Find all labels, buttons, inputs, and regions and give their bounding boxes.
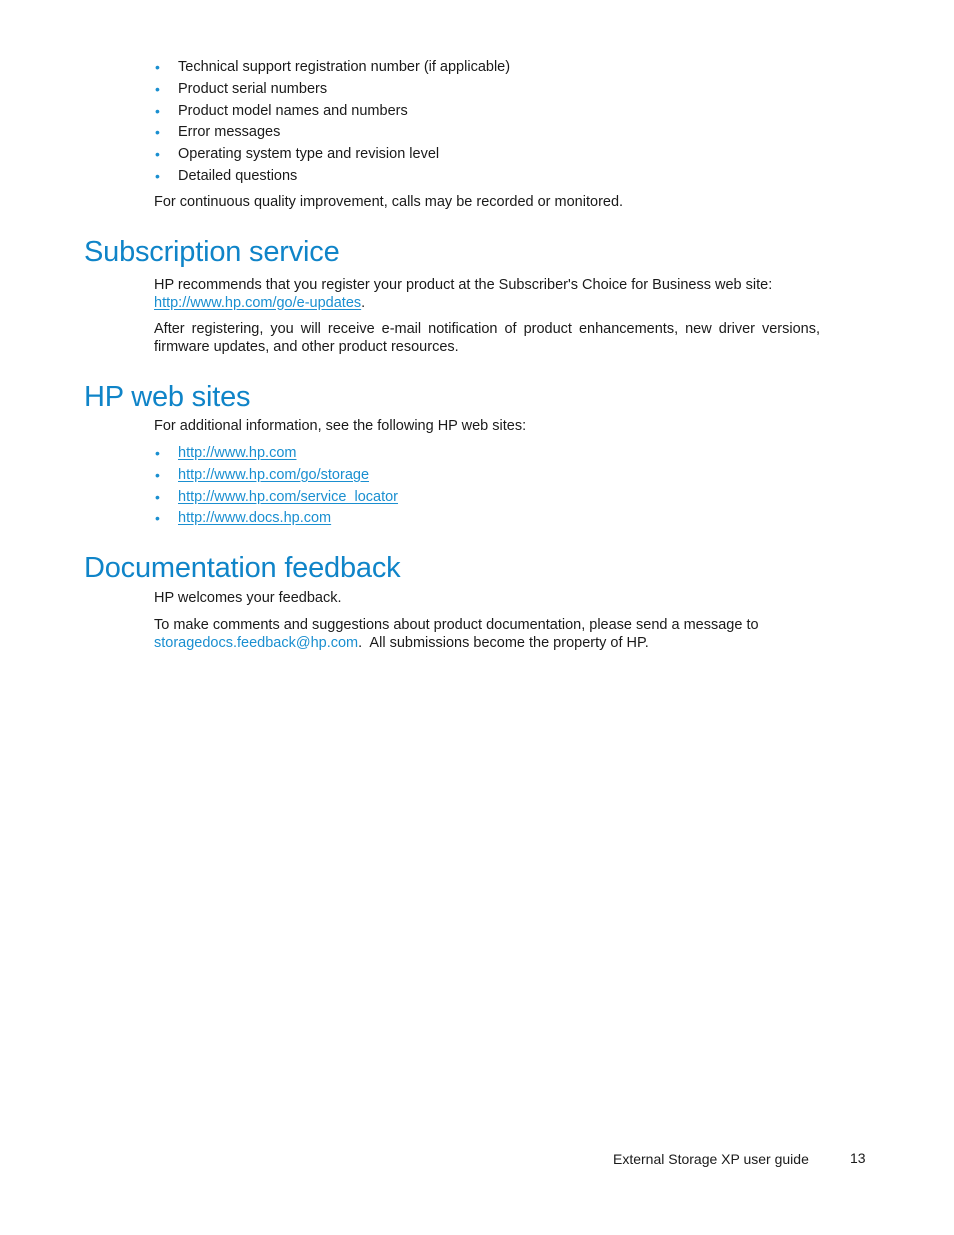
support-info-list [154, 59, 820, 185]
web-sites-intro-text: For additional information, see the following HP web sites: [154, 418, 527, 434]
bullet-icon: • [155, 80, 160, 97]
list-item [154, 467, 820, 485]
list-item: • Operating system type and revision level [155, 146, 440, 163]
bullet-icon: • [155, 59, 160, 75]
feedback-para-2: To make comments and suggestions about product documentation, please send a message to storagedocs.feedback@hp.com. All submissions become the property of HP. [154, 617, 759, 651]
subscription-para-1: HP recommends that you register your product at the Subscriber's Choice for Business web site: http://www.hp.com/go/e-updates. [154, 277, 773, 311]
web-sites-list-block [154, 445, 820, 532]
bullet-icon: • [155, 488, 160, 505]
web-sites-list [154, 445, 820, 528]
hp-docs-link[interactable]: http://www.docs.hp.com [178, 510, 332, 527]
hp-service-locator-link[interactable]: http://www.hp.com/service_locator [178, 488, 399, 505]
list-item: • Product model names and numbers [155, 102, 408, 119]
bullet-icon: • [155, 146, 160, 163]
subscription-para-2 [154, 321, 820, 356]
quality-note [154, 194, 820, 212]
list-item: • Detailed questions [155, 167, 298, 184]
list-item: • Error messages [155, 124, 281, 141]
intro-section [154, 59, 820, 190]
footer-page-number: 13 [850, 1150, 866, 1166]
bullet-icon: • [155, 102, 160, 119]
bullet-icon: • [155, 167, 160, 184]
web-sites-heading: HP web sites [84, 381, 251, 413]
bullet-icon: • [155, 124, 160, 141]
list-item [154, 445, 820, 463]
feedback-email-link[interactable]: storagedocs.feedback@hp.com [154, 634, 359, 651]
list-item: • Product serial numbers [155, 80, 328, 97]
feedback-heading: Documentation feedback [84, 552, 401, 584]
list-item [154, 510, 820, 528]
subscription-notification-text: After registering, you will receive e-mail notification of product enhancements, new driver versions, firmware updates, and other product resources. [154, 321, 820, 355]
bullet-icon: • [155, 510, 160, 527]
quality-note-text: For continuous quality improvement, calls may be recorded or monitored. [154, 194, 624, 210]
subscription-text: HP recommends that you register your product at the Subscriber's Choice for Business web site: [154, 277, 773, 293]
subscription-heading: Subscription service [84, 236, 340, 268]
hp-storage-link[interactable]: http://www.hp.com/go/storage [178, 466, 370, 483]
web-sites-intro [154, 418, 820, 436]
bullet-icon: • [155, 445, 160, 461]
bullet-icon: • [155, 466, 160, 483]
list-item: • Technical support registration number (if applicable) [155, 59, 511, 75]
feedback-welcome-text: HP welcomes your feedback. [154, 590, 342, 606]
hp-home-link[interactable]: http://www.hp.com [178, 445, 297, 461]
footer-document-title: External Storage XP user guide [613, 1151, 809, 1167]
list-item [154, 489, 820, 507]
feedback-para-1 [154, 590, 820, 608]
feedback-instructions-text: To make comments and suggestions about product documentation, please send a message to [154, 617, 759, 633]
e-updates-link[interactable]: http://www.hp.com/go/e-updates [154, 294, 362, 311]
